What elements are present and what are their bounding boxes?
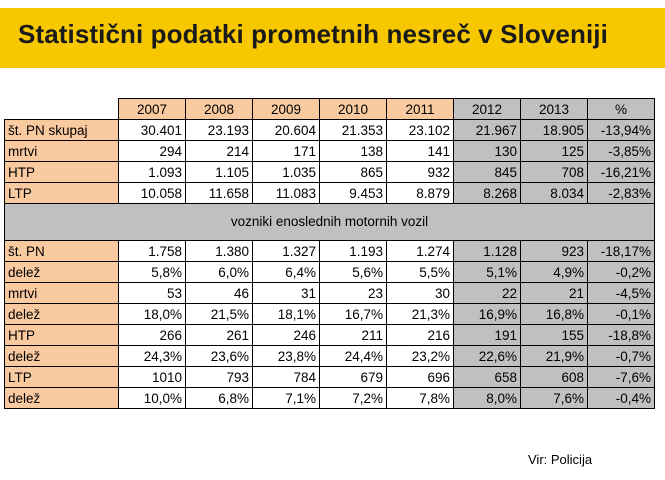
table-cell: 171 [253,141,320,162]
table-cell: 216 [387,325,454,346]
table-cell: 18,1% [253,304,320,325]
table-cell: 865 [320,162,387,183]
table-cell: 1.327 [253,241,320,262]
header-corner-cell [5,99,119,120]
table-row [5,241,655,262]
table-cell: 7,8% [387,388,454,409]
table-cell: 11.658 [186,183,253,204]
table-cell: -16,21% [588,162,655,183]
table-cell: 23 [320,283,387,304]
table-cell: -0,4% [588,388,655,409]
column-header: 2013 [521,99,588,120]
column-header: 2011 [387,99,454,120]
table-cell: 8.879 [387,183,454,204]
table-cell: 696 [387,367,454,388]
row-label: št. PN [5,241,119,262]
table-cell: 1.035 [253,162,320,183]
table-cell: 7,2% [320,388,387,409]
table-cell: 18,0% [119,304,186,325]
table-cell: -0,7% [588,346,655,367]
table-cell: 20.604 [253,120,320,141]
table-cell: 211 [320,325,387,346]
row-label: mrtvi [5,141,119,162]
table-row [5,120,655,141]
table-cell: 16,8% [521,304,588,325]
row-label: delež [5,262,119,283]
table-cell: 125 [521,141,588,162]
page-title: Statistični podatki prometnih nesreč v Sloveniji [18,19,608,49]
table-cell: 21.353 [320,120,387,141]
table-cell: -3,85% [588,141,655,162]
row-label: HTP [5,325,119,346]
column-header: 2008 [186,99,253,120]
table-cell: 18.905 [521,120,588,141]
table-cell: 22 [454,283,521,304]
table-cell: 5,5% [387,262,454,283]
table-cell: -4,5% [588,283,655,304]
table-cell: -0,1% [588,304,655,325]
table-cell: 24,4% [320,346,387,367]
table-cell: 214 [186,141,253,162]
table-row [5,388,655,409]
table-cell: 8,0% [454,388,521,409]
table-row [5,262,655,283]
table-cell: -2,83% [588,183,655,204]
column-header: 2007 [119,99,186,120]
table-row [5,283,655,304]
source-note: Vir: Policija [528,452,593,467]
table-cell: 6,0% [186,262,253,283]
table-cell: 608 [521,367,588,388]
table-cell: 16,7% [320,304,387,325]
row-label: delež [5,388,119,409]
table-cell: -18,17% [588,241,655,262]
table-cell: 845 [454,162,521,183]
column-header: % [588,99,655,120]
section-title: vozniki enoslednih motornih vozil [5,204,655,241]
header-row [5,99,655,120]
table-cell: 1.128 [454,241,521,262]
row-label: mrtvi [5,283,119,304]
table-cell: 23,6% [186,346,253,367]
table-cell: 21,3% [387,304,454,325]
table-cell: -7,6% [588,367,655,388]
table-cell: 793 [186,367,253,388]
table-cell: 155 [521,325,588,346]
table-cell: 21.967 [454,120,521,141]
table-cell: 130 [454,141,521,162]
table-cell: 784 [253,367,320,388]
table-cell: 10,0% [119,388,186,409]
table-cell: 294 [119,141,186,162]
table-cell: 138 [320,141,387,162]
table-row [5,325,655,346]
table-row [5,162,655,183]
table-cell: 8.268 [454,183,521,204]
table-row [5,141,655,162]
title-banner [0,8,665,68]
table-cell: 23,8% [253,346,320,367]
table-cell: 246 [253,325,320,346]
table-cell: 1.758 [119,241,186,262]
table-row [5,304,655,325]
table-cell: 16,9% [454,304,521,325]
table-cell: 141 [387,141,454,162]
table-cell: 24,3% [119,346,186,367]
table-row [5,367,655,388]
table-cell: 266 [119,325,186,346]
table-cell: 31 [253,283,320,304]
row-label: delež [5,346,119,367]
table-cell: 11.083 [253,183,320,204]
table-cell: 932 [387,162,454,183]
table-cell: 5,1% [454,262,521,283]
table-cell: 261 [186,325,253,346]
table-row [5,183,655,204]
row-label: HTP [5,162,119,183]
table-cell: 9.453 [320,183,387,204]
column-header: 2010 [320,99,387,120]
table-cell: 6,4% [253,262,320,283]
table-cell: 4,9% [521,262,588,283]
table-cell: 21,5% [186,304,253,325]
table-cell: 30 [387,283,454,304]
table-cell: 1010 [119,367,186,388]
table-cell: -0,2% [588,262,655,283]
table-cell: -18,8% [588,325,655,346]
table-cell: 191 [454,325,521,346]
table-cell: 21,9% [521,346,588,367]
table-cell: 30.401 [119,120,186,141]
table-cell: 708 [521,162,588,183]
table-cell: 923 [521,241,588,262]
statistics-table [4,98,655,409]
row-label: št. PN skupaj [5,120,119,141]
column-header: 2009 [253,99,320,120]
table-cell: 679 [320,367,387,388]
table-cell: 21 [521,283,588,304]
table-cell: 1.274 [387,241,454,262]
table-cell: 1.193 [320,241,387,262]
table-cell: 23,2% [387,346,454,367]
table-cell: 7,6% [521,388,588,409]
table-cell: 23.193 [186,120,253,141]
row-label: LTP [5,183,119,204]
table-cell: 1.105 [186,162,253,183]
table-cell: 5,6% [320,262,387,283]
table-cell: 23.102 [387,120,454,141]
row-label: delež [5,304,119,325]
section-row [5,204,655,241]
table-cell: 1.093 [119,162,186,183]
table-cell: 7,1% [253,388,320,409]
table-cell: 658 [454,367,521,388]
table-cell: 8.034 [521,183,588,204]
table-cell: 46 [186,283,253,304]
table-cell: 5,8% [119,262,186,283]
row-label: LTP [5,367,119,388]
column-header: 2012 [454,99,521,120]
table-row [5,346,655,367]
table-cell: 1.380 [186,241,253,262]
table-cell: 53 [119,283,186,304]
table-cell: 10.058 [119,183,186,204]
table-cell: 6,8% [186,388,253,409]
table-cell: 22,6% [454,346,521,367]
table-cell: -13,94% [588,120,655,141]
